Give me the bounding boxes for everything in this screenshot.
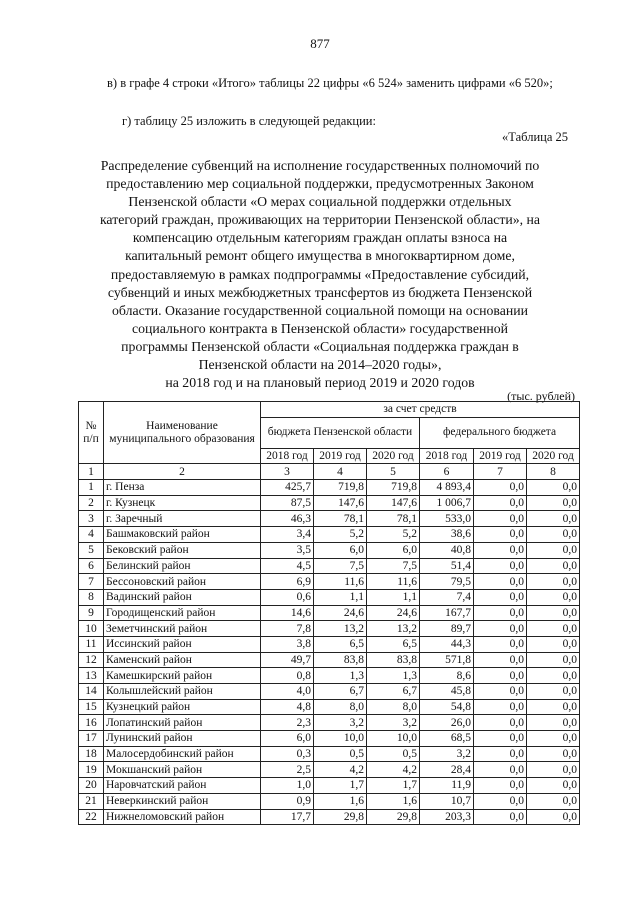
amount-cell: 0,0 (474, 511, 527, 527)
amount-cell: 1 006,7 (420, 495, 474, 511)
amount-cell: 68,5 (420, 731, 474, 747)
row-number: 14 (79, 684, 104, 700)
municipality-name: Белинский район (104, 558, 261, 574)
amount-cell: 0,0 (474, 668, 527, 684)
header-year: 2018 год (261, 448, 314, 464)
amount-cell: 4 893,4 (420, 480, 474, 496)
amount-cell: 0,0 (527, 684, 580, 700)
column-number: 1 (79, 464, 104, 480)
table-row (79, 605, 580, 621)
units-label: (тыс. рублей) (507, 389, 575, 403)
amount-cell: 0,0 (474, 621, 527, 637)
subventions-table (78, 401, 580, 825)
amount-cell: 147,6 (367, 495, 420, 511)
amount-cell: 1,7 (367, 778, 420, 794)
amount-cell: 7,5 (367, 558, 420, 574)
amount-cell: 1,3 (314, 668, 367, 684)
municipality-name: г. Пенза (104, 480, 261, 496)
amount-cell: 2,3 (261, 715, 314, 731)
table-row (79, 574, 580, 590)
table-row (79, 778, 580, 794)
header-federal-budget: федерального бюджета (420, 417, 580, 448)
amount-cell: 0,0 (527, 621, 580, 637)
municipality-name: Лунинский район (104, 731, 261, 747)
municipality-name: Башмаковский район (104, 527, 261, 543)
row-number: 3 (79, 511, 104, 527)
row-number: 17 (79, 731, 104, 747)
amount-cell: 3,2 (367, 715, 420, 731)
amount-cell: 0,0 (474, 589, 527, 605)
column-number: 3 (261, 464, 314, 480)
title-line: на 2018 год и на плановый период 2019 и 2020 годов (165, 375, 475, 391)
table-row (79, 699, 580, 715)
municipality-name: г. Кузнецк (104, 495, 261, 511)
municipality-name: г. Заречный (104, 511, 261, 527)
header-name: Наименование муниципального образования (104, 402, 261, 464)
amount-cell: 10,0 (314, 731, 367, 747)
table-row (79, 731, 580, 747)
table-row (79, 715, 580, 731)
amount-cell: 0,0 (527, 762, 580, 778)
amount-cell: 29,8 (367, 809, 420, 825)
amount-cell: 6,0 (314, 542, 367, 558)
amount-cell: 719,8 (314, 480, 367, 496)
amount-cell: 24,6 (314, 605, 367, 621)
amount-cell: 0,0 (474, 527, 527, 543)
amount-cell: 28,4 (420, 762, 474, 778)
amount-cell: 0,0 (474, 480, 527, 496)
municipality-name: Иссинский район (104, 636, 261, 652)
amount-cell: 0,0 (527, 778, 580, 794)
amount-cell: 78,1 (367, 511, 420, 527)
amount-cell: 0,0 (474, 495, 527, 511)
row-number: 1 (79, 480, 104, 496)
amount-cell: 7,5 (314, 558, 367, 574)
amount-cell: 0,0 (474, 746, 527, 762)
amount-cell: 10,0 (367, 731, 420, 747)
municipality-name: Вадинский район (104, 589, 261, 605)
amount-cell: 1,6 (314, 793, 367, 809)
amount-cell: 533,0 (420, 511, 474, 527)
amount-cell: 0,0 (474, 605, 527, 621)
amount-cell: 6,7 (314, 684, 367, 700)
amount-cell: 4,0 (261, 684, 314, 700)
amount-cell: 147,6 (314, 495, 367, 511)
table-row (79, 495, 580, 511)
column-number: 4 (314, 464, 367, 480)
table-title (70, 157, 570, 392)
table-row (79, 542, 580, 558)
amount-cell: 0,0 (527, 668, 580, 684)
amount-cell: 0,0 (527, 636, 580, 652)
municipality-name: Каменский район (104, 652, 261, 668)
amount-cell: 24,6 (367, 605, 420, 621)
row-number: 20 (79, 778, 104, 794)
amount-cell: 40,8 (420, 542, 474, 558)
table-row (79, 511, 580, 527)
amount-cell: 6,7 (367, 684, 420, 700)
amount-cell: 3,4 (261, 527, 314, 543)
amount-cell: 79,5 (420, 574, 474, 590)
table-row (79, 793, 580, 809)
amount-cell: 0,0 (527, 542, 580, 558)
amount-cell: 203,3 (420, 809, 474, 825)
amount-cell: 425,7 (261, 480, 314, 496)
amount-cell: 8,0 (367, 699, 420, 715)
row-number: 2 (79, 495, 104, 511)
header-year: 2020 год (527, 448, 580, 464)
title-line: предоставлению мер социальной поддержки, предусмотренных Законом (106, 176, 534, 192)
amount-cell: 6,0 (261, 731, 314, 747)
municipality-name: Наровчатский район (104, 778, 261, 794)
amount-cell: 0,0 (474, 542, 527, 558)
amount-cell: 0,3 (261, 746, 314, 762)
paragraph-amendment-v: в) в графе 4 строки «Итого» таблицы 22 цифры «6 524» заменить цифрами «6 520»; (107, 76, 553, 90)
amount-cell: 7,8 (261, 621, 314, 637)
table-row (79, 746, 580, 762)
municipality-name: Малосердобинский район (104, 746, 261, 762)
amount-cell: 0,0 (527, 746, 580, 762)
amount-cell: 0,0 (474, 636, 527, 652)
municipality-name: Кузнецкий район (104, 699, 261, 715)
municipality-name: Мокшанский район (104, 762, 261, 778)
amount-cell: 14,6 (261, 605, 314, 621)
paragraph-amendment-g: г) таблицу 25 изложить в следующей редакции: (122, 114, 376, 128)
amount-cell: 1,1 (367, 589, 420, 605)
amount-cell: 6,5 (367, 636, 420, 652)
row-number: 19 (79, 762, 104, 778)
header-regional-budget: бюджета Пензенской области (261, 417, 420, 448)
amount-cell: 0,8 (261, 668, 314, 684)
title-line: компенсацию отдельным категориям граждан оплаты взноса на (132, 230, 508, 246)
amount-cell: 1,3 (367, 668, 420, 684)
amount-cell: 0,0 (474, 731, 527, 747)
amount-cell: 1,0 (261, 778, 314, 794)
table-row (79, 636, 580, 652)
column-number: 6 (420, 464, 474, 480)
amount-cell: 8,0 (314, 699, 367, 715)
row-number: 8 (79, 589, 104, 605)
title-line: Пензенской области «О мерах социальной поддержки отдельных (128, 194, 512, 210)
column-number: 5 (367, 464, 420, 480)
row-number: 15 (79, 699, 104, 715)
table-row (79, 684, 580, 700)
amount-cell: 4,5 (261, 558, 314, 574)
amount-cell: 0,0 (527, 574, 580, 590)
amount-cell: 0,0 (474, 699, 527, 715)
title-line: субвенций и иных межбюджетных трансфертов из бюджета Пензенской (107, 284, 533, 300)
amount-cell: 3,2 (420, 746, 474, 762)
amount-cell: 1,7 (314, 778, 367, 794)
municipality-name: Неверкинский район (104, 793, 261, 809)
title-line: Пензенской области на 2014–2020 годы», (198, 357, 442, 373)
amount-cell: 11,6 (314, 574, 367, 590)
municipality-name: Лопатинский район (104, 715, 261, 731)
municipality-name: Земетчинский район (104, 621, 261, 637)
title-line: программы Пензенской области «Социальная поддержка граждан в (121, 338, 519, 354)
amount-cell: 0,0 (474, 558, 527, 574)
amount-cell: 0,0 (474, 762, 527, 778)
municipality-name: Городищенский район (104, 605, 261, 621)
header-num: № п/п (79, 402, 104, 464)
amount-cell: 5,2 (367, 527, 420, 543)
title-line: Распределение субвенций на исполнение государственных полномочий по (100, 158, 540, 173)
amount-cell: 0,9 (261, 793, 314, 809)
amount-cell: 6,9 (261, 574, 314, 590)
table-row (79, 652, 580, 668)
amount-cell: 51,4 (420, 558, 474, 574)
amount-cell: 0,0 (474, 574, 527, 590)
amount-cell: 0,0 (474, 793, 527, 809)
header-year: 2019 год (314, 448, 367, 464)
row-number: 22 (79, 809, 104, 825)
amount-cell: 0,0 (474, 778, 527, 794)
table-row (79, 589, 580, 605)
row-number: 9 (79, 605, 104, 621)
column-number: 8 (527, 464, 580, 480)
title-line: предоставляемую в рамках подпрограммы «Предоставление субсидий, (110, 266, 530, 282)
header-year: 2020 год (367, 448, 420, 464)
row-number: 5 (79, 542, 104, 558)
row-number: 18 (79, 746, 104, 762)
amount-cell: 0,6 (261, 589, 314, 605)
amount-cell: 0,0 (527, 495, 580, 511)
table-row (79, 668, 580, 684)
title-line: капитальный ремонт общего имущества в многоквартирном доме, (125, 248, 515, 264)
amount-cell: 1,1 (314, 589, 367, 605)
amount-cell: 0,0 (527, 480, 580, 496)
municipality-name: Камешкирский район (104, 668, 261, 684)
column-numbers-row (79, 464, 580, 480)
municipality-name: Бековский район (104, 542, 261, 558)
amount-cell: 49,7 (261, 652, 314, 668)
amount-cell: 0,0 (527, 715, 580, 731)
amount-cell: 89,7 (420, 621, 474, 637)
amount-cell: 45,8 (420, 684, 474, 700)
row-number: 11 (79, 636, 104, 652)
amount-cell: 0,0 (527, 652, 580, 668)
amount-cell: 4,2 (314, 762, 367, 778)
row-number: 7 (79, 574, 104, 590)
amount-cell: 0,0 (527, 511, 580, 527)
amount-cell: 6,5 (314, 636, 367, 652)
municipality-name: Бессоновский район (104, 574, 261, 590)
amount-cell: 4,8 (261, 699, 314, 715)
amount-cell: 0,0 (474, 684, 527, 700)
amount-cell: 719,8 (367, 480, 420, 496)
amount-cell: 78,1 (314, 511, 367, 527)
row-number: 10 (79, 621, 104, 637)
amount-cell: 1,6 (367, 793, 420, 809)
amount-cell: 26,0 (420, 715, 474, 731)
amount-cell: 2,5 (261, 762, 314, 778)
amount-cell: 0,0 (527, 558, 580, 574)
amount-cell: 0,5 (367, 746, 420, 762)
amount-cell: 13,2 (367, 621, 420, 637)
row-number: 21 (79, 793, 104, 809)
amount-cell: 54,8 (420, 699, 474, 715)
table-row (79, 809, 580, 825)
title-line: категорий граждан, проживающих на территории Пензенской области», на (99, 212, 541, 228)
row-number: 13 (79, 668, 104, 684)
column-number: 2 (104, 464, 261, 480)
amount-cell: 11,9 (420, 778, 474, 794)
amount-cell: 11,6 (367, 574, 420, 590)
amount-cell: 0,0 (527, 589, 580, 605)
title-line: социального контракта в Пензенской области» государственной (132, 320, 508, 336)
amount-cell: 83,8 (367, 652, 420, 668)
amount-cell: 13,2 (314, 621, 367, 637)
amount-cell: 46,3 (261, 511, 314, 527)
table-row (79, 558, 580, 574)
amount-cell: 3,2 (314, 715, 367, 731)
amount-cell: 0,5 (314, 746, 367, 762)
table-row (79, 480, 580, 496)
row-number: 16 (79, 715, 104, 731)
page-number: 877 (310, 36, 330, 51)
table-label: «Таблица 25 (502, 130, 568, 144)
table-row (79, 621, 580, 637)
amount-cell: 87,5 (261, 495, 314, 511)
amount-cell: 0,0 (527, 731, 580, 747)
amount-cell: 17,7 (261, 809, 314, 825)
header-funds: за счет средств (261, 402, 580, 418)
amount-cell: 83,8 (314, 652, 367, 668)
amount-cell: 0,0 (527, 527, 580, 543)
amount-cell: 0,0 (527, 809, 580, 825)
title-line: области. Оказание государственной социальной помощи на основании (112, 302, 528, 318)
amount-cell: 3,8 (261, 636, 314, 652)
amount-cell: 4,2 (367, 762, 420, 778)
amount-cell: 6,0 (367, 542, 420, 558)
amount-cell: 0,0 (474, 652, 527, 668)
table-row (79, 762, 580, 778)
header-year: 2018 год (420, 448, 474, 464)
amount-cell: 29,8 (314, 809, 367, 825)
amount-cell: 5,2 (314, 527, 367, 543)
amount-cell: 3,5 (261, 542, 314, 558)
amount-cell: 44,3 (420, 636, 474, 652)
amount-cell: 7,4 (420, 589, 474, 605)
amount-cell: 10,7 (420, 793, 474, 809)
row-number: 6 (79, 558, 104, 574)
row-number: 12 (79, 652, 104, 668)
amount-cell: 0,0 (527, 605, 580, 621)
amount-cell: 167,7 (420, 605, 474, 621)
amount-cell: 0,0 (474, 809, 527, 825)
column-number: 7 (474, 464, 527, 480)
amount-cell: 38,6 (420, 527, 474, 543)
amount-cell: 8,6 (420, 668, 474, 684)
table-row (79, 527, 580, 543)
amount-cell: 0,0 (527, 793, 580, 809)
row-number: 4 (79, 527, 104, 543)
amount-cell: 0,0 (527, 699, 580, 715)
municipality-name: Нижнеломовский район (104, 809, 261, 825)
header-year: 2019 год (474, 448, 527, 464)
amount-cell: 0,0 (474, 715, 527, 731)
amount-cell: 571,8 (420, 652, 474, 668)
municipality-name: Колышлейский район (104, 684, 261, 700)
